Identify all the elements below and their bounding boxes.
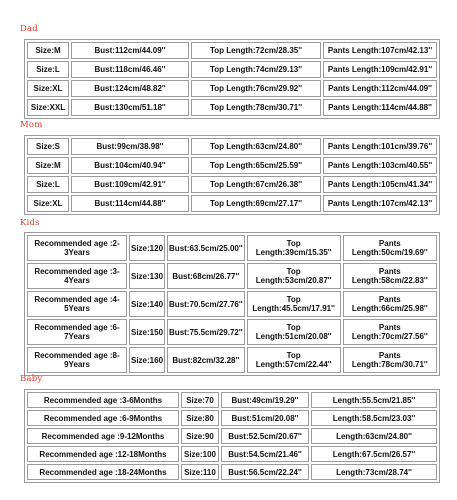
size-cell: Size:110	[181, 464, 219, 480]
size-cell: Size:140	[129, 291, 165, 317]
bust-cell: Bust:52.5cm/20.67''	[221, 428, 309, 444]
size-cell: Size:90	[181, 428, 219, 444]
size-cell: Size:160	[129, 347, 165, 373]
top-length-cell: Top Length:39cm/15.35''	[247, 235, 341, 261]
pants-length-cell: Pants Length:105cm/41.34''	[323, 176, 437, 193]
bust-cell: Bust:118cm/46.46''	[71, 61, 189, 78]
pants-length-cell: Pants Length:70cm/27.56''	[343, 319, 437, 345]
table-row	[27, 80, 437, 97]
length-cell: Length:58.5cm/23.03''	[311, 410, 437, 426]
table-row	[27, 99, 437, 116]
top-length-cell: Top Length:72cm/28.35''	[191, 42, 321, 59]
pants-length-cell: Pants Length:58cm/22.83''	[343, 263, 437, 289]
bust-cell: Bust:63.5cm/25.00''	[167, 235, 245, 261]
mom-size-table	[24, 135, 440, 215]
pants-length-cell: Pants Length:101cm/39.76''	[323, 138, 437, 155]
top-length-cell: Top Length:78cm/30.71''	[191, 99, 321, 116]
pants-length-cell: Pants Length:78cm/30.71''	[343, 347, 437, 373]
dad-size-table	[24, 39, 440, 119]
pants-length-cell: Pants Length:103cm/40.55''	[323, 157, 437, 174]
bust-cell: Bust:56.5cm/22.24''	[221, 464, 309, 480]
table-row	[27, 61, 437, 78]
table-row	[27, 176, 437, 193]
bust-cell: Bust:124cm/48.82''	[71, 80, 189, 97]
table-row	[27, 319, 437, 345]
bust-cell: Bust:51cm/20.08''	[221, 410, 309, 426]
bust-cell: Bust:104cm/40.94''	[71, 157, 189, 174]
table-row	[27, 157, 437, 174]
top-length-cell: Top Length:67cm/26.38''	[191, 176, 321, 193]
top-length-cell: Top Length:63cm/24.80''	[191, 138, 321, 155]
size-cell: Size:80	[181, 410, 219, 426]
top-length-cell: Top Length:53cm/20.87''	[247, 263, 341, 289]
age-cell: Recommended age :2-3Years	[27, 235, 127, 261]
section-title-dad: Dad	[20, 24, 38, 34]
bust-cell: Bust:75.5cm/29.72''	[167, 319, 245, 345]
top-length-cell: Top Length:74cm/29.13''	[191, 61, 321, 78]
pants-length-cell: Pants Length:107cm/42.13''	[323, 42, 437, 59]
size-cell: Size:M	[27, 157, 69, 174]
top-length-cell: Top Length:76cm/29.92''	[191, 80, 321, 97]
pants-length-cell: Pants Length:107cm/42.13''	[323, 195, 437, 212]
pants-length-cell: Pants Length:112cm/44.09''	[323, 80, 437, 97]
bust-cell: Bust:68cm/26.77''	[167, 263, 245, 289]
pants-length-cell: Pants Length:114cm/44.88''	[323, 99, 437, 116]
bust-cell: Bust:49cm/19.29''	[221, 392, 309, 408]
top-length-cell: Top Length:51cm/20.08''	[247, 319, 341, 345]
baby-size-table	[24, 389, 440, 483]
size-cell: Size:100	[181, 446, 219, 462]
size-cell: Size:130	[129, 263, 165, 289]
size-cell: Size:120	[129, 235, 165, 261]
table-row	[27, 138, 437, 155]
top-length-cell: Top Length:45.5cm/17.91''	[247, 291, 341, 317]
age-cell: Recommended age :8-9Years	[27, 347, 127, 373]
age-cell: Recommended age :6-7Years	[27, 319, 127, 345]
table-row	[27, 291, 437, 317]
section-title-kids: Kids	[20, 218, 40, 228]
section-title-mom: Mom	[20, 120, 43, 130]
bust-cell: Bust:109cm/42.91''	[71, 176, 189, 193]
bust-cell: Bust:54.5cm/21.46''	[221, 446, 309, 462]
bust-cell: Bust:114cm/44.88''	[71, 195, 189, 212]
table-row	[27, 347, 437, 373]
table-row	[27, 446, 437, 462]
size-cell: Size:XL	[27, 80, 69, 97]
age-cell: Recommended age :4-5Years	[27, 291, 127, 317]
kids-size-table	[24, 232, 440, 376]
size-cell: Size:L	[27, 176, 69, 193]
table-row	[27, 464, 437, 480]
pants-length-cell: Pants Length:109cm/42.91''	[323, 61, 437, 78]
age-cell: Recommended age :3-4Years	[27, 263, 127, 289]
table-row	[27, 235, 437, 261]
bust-cell: Bust:70.5cm/27.76''	[167, 291, 245, 317]
top-length-cell: Top Length:65cm/25.59''	[191, 157, 321, 174]
bust-cell: Bust:99cm/38.98''	[71, 138, 189, 155]
pants-length-cell: Pants Length:50cm/19.69''	[343, 235, 437, 261]
table-row	[27, 263, 437, 289]
top-length-cell: Top Length:69cm/27.17''	[191, 195, 321, 212]
bust-cell: Bust:112cm/44.09''	[71, 42, 189, 59]
size-cell: Size:M	[27, 42, 69, 59]
size-cell: Size:150	[129, 319, 165, 345]
size-cell: Size:L	[27, 61, 69, 78]
size-cell: Size:70	[181, 392, 219, 408]
age-cell: Recommended age :9-12Months	[27, 428, 179, 444]
bust-cell: Bust:130cm/51.18''	[71, 99, 189, 116]
section-title-baby: Baby	[20, 374, 43, 384]
table-row	[27, 392, 437, 408]
top-length-cell: Top Length:57cm/22.44''	[247, 347, 341, 373]
age-cell: Recommended age :3-6Months	[27, 392, 179, 408]
pants-length-cell: Pants Length:66cm/25.98''	[343, 291, 437, 317]
size-cell: Size:S	[27, 138, 69, 155]
table-row	[27, 410, 437, 426]
length-cell: Length:67.5cm/26.57''	[311, 446, 437, 462]
length-cell: Length:73cm/28.74''	[311, 464, 437, 480]
bust-cell: Bust:82cm/32.28''	[167, 347, 245, 373]
size-cell: Size:XL	[27, 195, 69, 212]
table-row	[27, 195, 437, 212]
table-row	[27, 428, 437, 444]
age-cell: Recommended age :6-9Months	[27, 410, 179, 426]
age-cell: Recommended age :12-18Months	[27, 446, 179, 462]
size-cell: Size:XXL	[27, 99, 69, 116]
table-row	[27, 42, 437, 59]
length-cell: Length:63cm/24.80''	[311, 428, 437, 444]
length-cell: Length:55.5cm/21.85''	[311, 392, 437, 408]
age-cell: Recommended age :18-24Months	[27, 464, 179, 480]
